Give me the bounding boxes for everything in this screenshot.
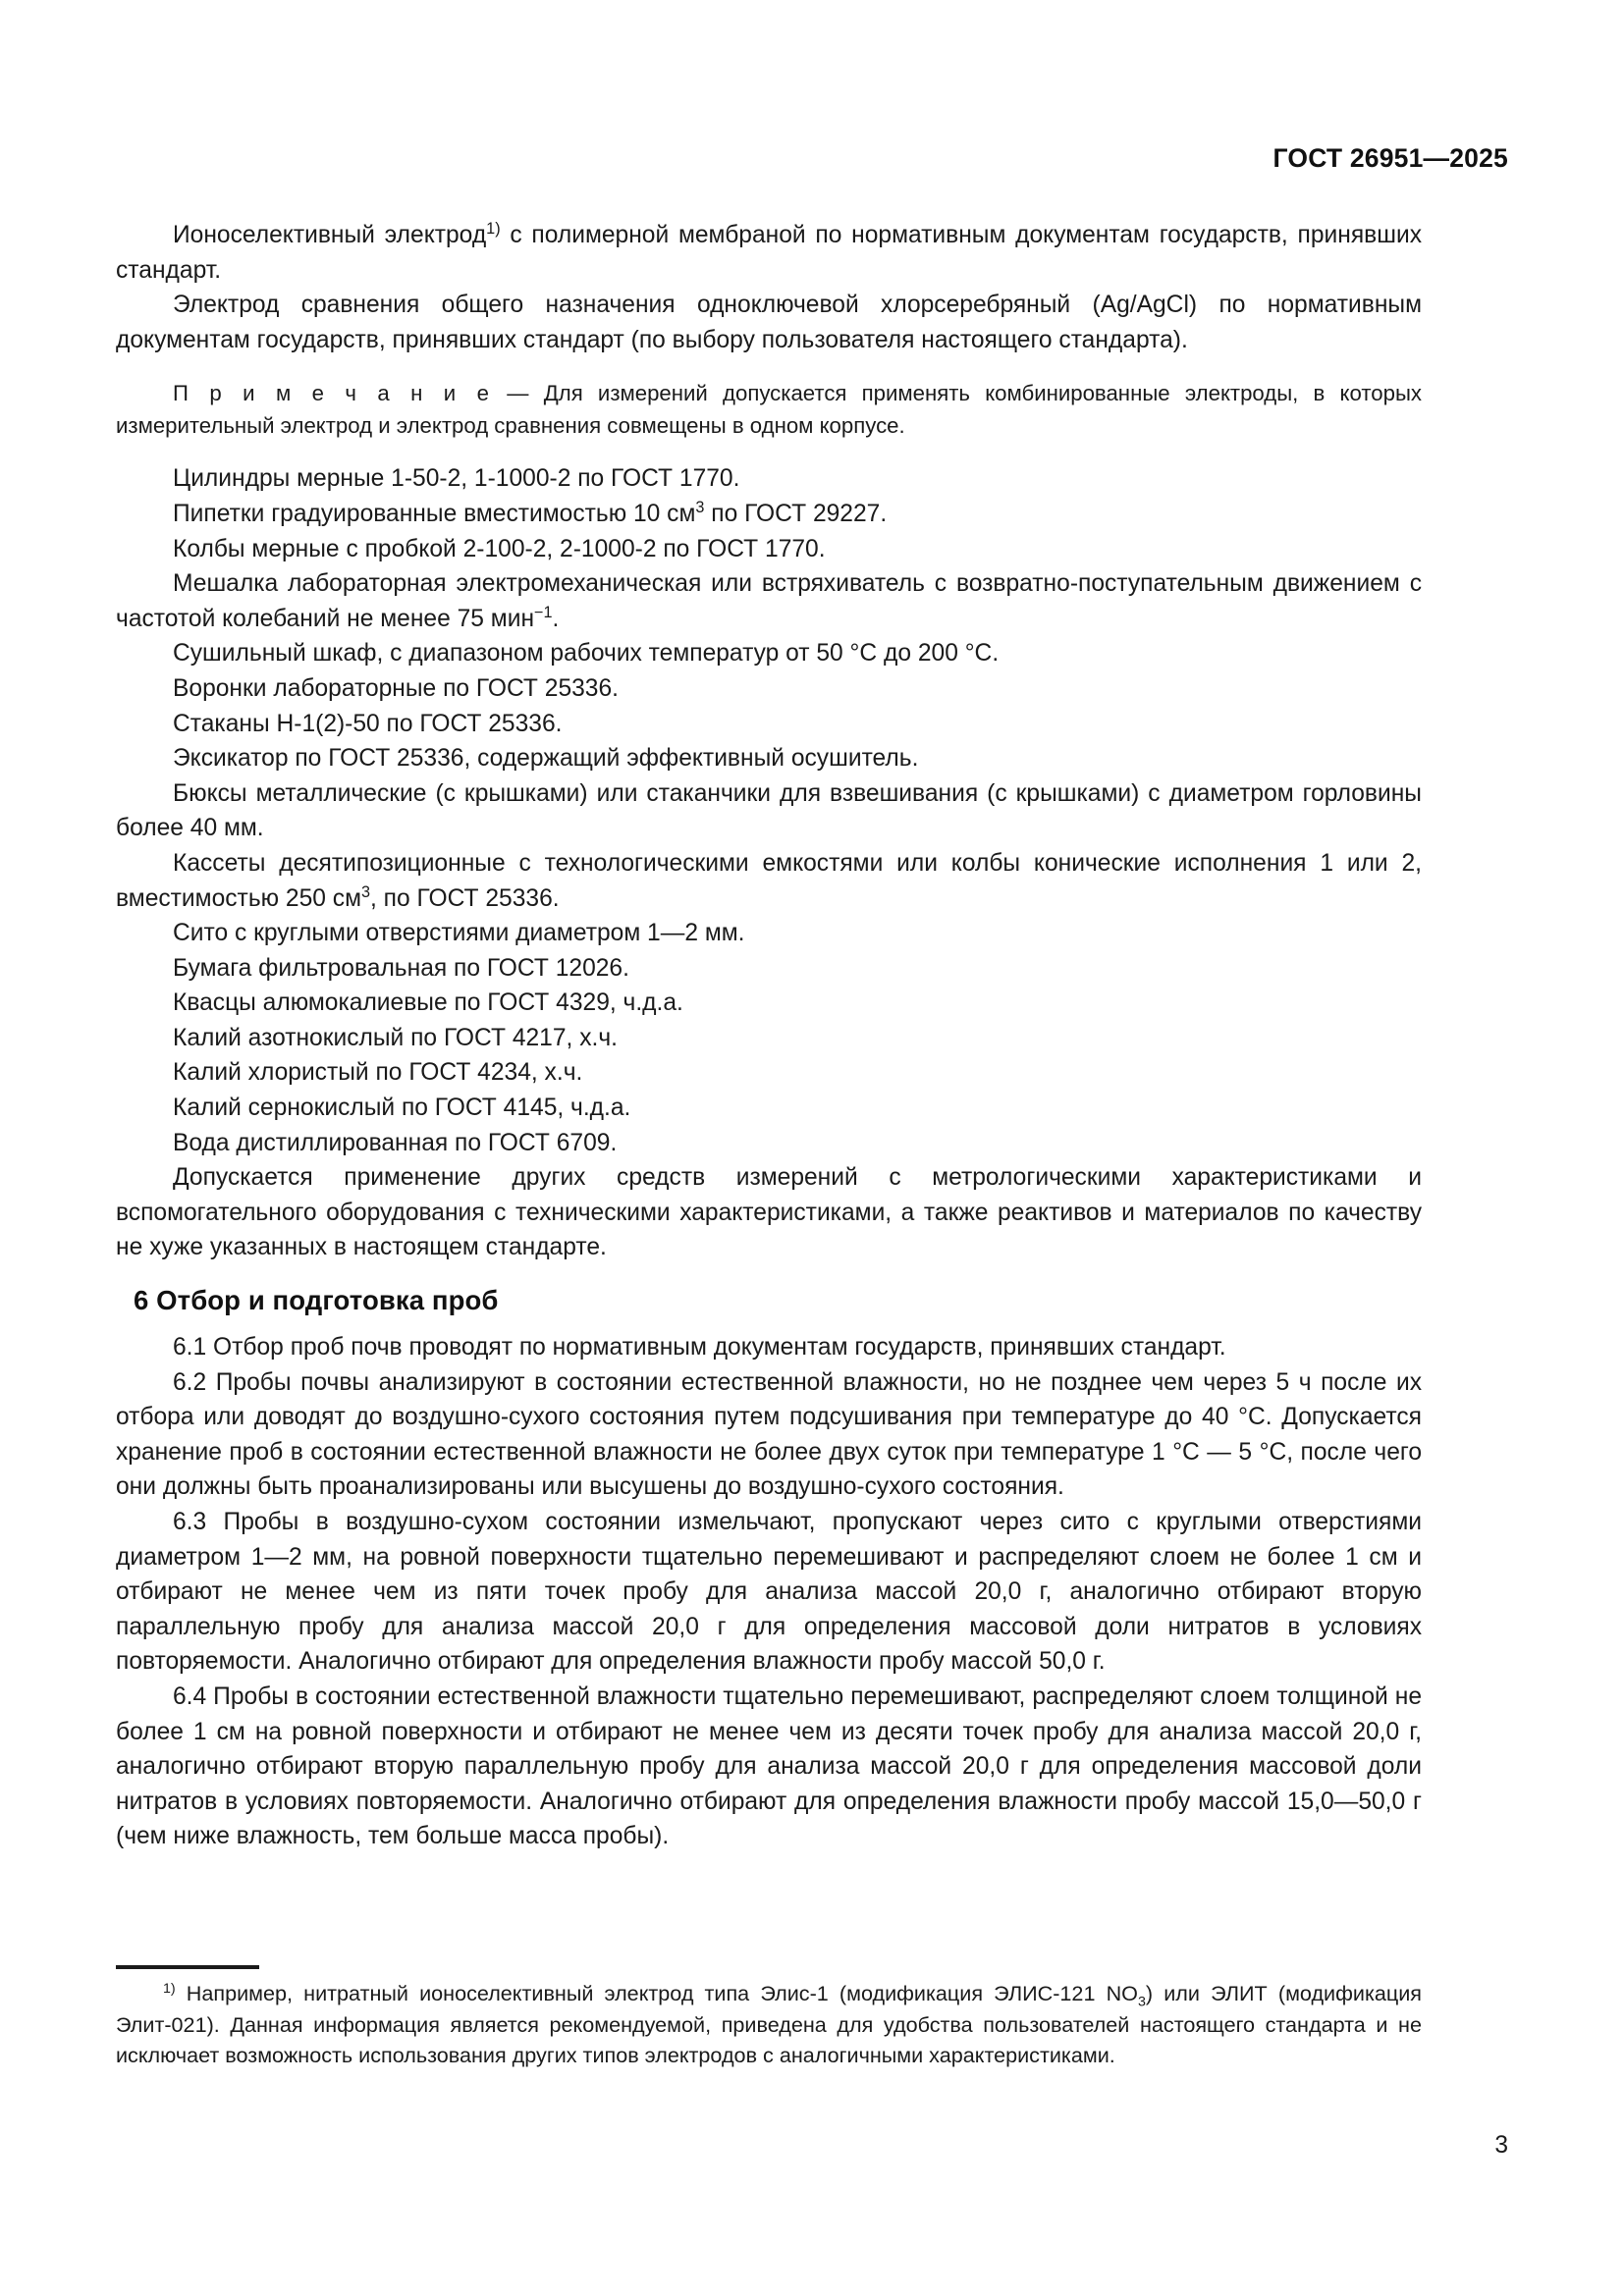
note-body: Для измерений допускается применять комбинированные электроды, в которых измерительный электрод и электрод сравнения совмещены в одном корпусе. bbox=[116, 381, 1422, 439]
pipettes-text-before: Пипетки градуированные вместимостью 10 см bbox=[173, 500, 696, 527]
footnote-marker-ref: 1) bbox=[486, 219, 501, 238]
equipment-item-distilled-water: Вода дистиллированная по ГОСТ 6709. bbox=[173, 1129, 618, 1156]
paragraph-ion-selective-electrode bbox=[116, 218, 1422, 288]
paragraph-6-1: 6.1 Отбор проб почв проводят по нормативным документам государств, принявших стандарт. bbox=[173, 1334, 1226, 1361]
equipment-item-alum: Квасцы алюмокалиевые по ГОСТ 4329, ч.д.а. bbox=[173, 989, 683, 1017]
section-heading-6: 6 Отбор и подготовка проб bbox=[134, 1284, 499, 1315]
footnote-number: 1) bbox=[163, 1980, 176, 1997]
equipment-item-mixer bbox=[116, 566, 1422, 636]
equipment-item-flasks: Колбы мерные с пробкой 2-100-2, 2-1000-2 по ГОСТ 1770. bbox=[173, 535, 826, 562]
equipment-item-beakers: Стаканы Н-1(2)-50 по ГОСТ 25336. bbox=[173, 710, 563, 737]
equipment-item-pipettes bbox=[116, 497, 1422, 532]
note-combined-electrodes bbox=[116, 377, 1422, 442]
equipment-item-weighing-bottles: Бюксы металлические (с крышками) или стаканчики для взвешивания (с крышками) с диаметром горловины более 40 мм. bbox=[116, 779, 1422, 842]
footnote-text-before: Например, нитратный ионоселективный электрод типа Элис-1 (модификация ЭЛИС-121 NO bbox=[175, 1981, 1138, 2005]
cassettes-exponent: 3 bbox=[360, 882, 371, 901]
ion-electrode-text-before: Ионоселективный электрод bbox=[173, 222, 487, 248]
pipettes-exponent: 3 bbox=[695, 498, 705, 516]
note-label: П р и м е ч а н и е bbox=[173, 381, 493, 406]
mixer-text-after: . bbox=[552, 605, 560, 632]
equipment-item-cylinders: Цилиндры мерные 1-50-2, 1-1000-2 по ГОСТ 1770. bbox=[173, 465, 740, 493]
footnote-subscript: 3 bbox=[1137, 1994, 1146, 2010]
equipment-item-potassium-sulfate: Калий сернокислый по ГОСТ 4145, ч.д.а. bbox=[173, 1095, 631, 1122]
paragraph-6-4: 6.4 Пробы в состоянии естественной влажности тщательно перемешивают, распределяют слоем толщиной не более 1 см на ровной поверхности и отбирают не менее чем из десяти точек пробу для анализа массой 20,0 г, аналогично отбирают вторую параллельную пробу для анализа массой 20,0 г для определения массовой доли нитратов в условиях повторяемости. Аналогично отбирают для определения влажности пробу массой 15,0—50,0 г (чем ниже влажность, тем больше масса пробы). bbox=[116, 1682, 1422, 1850]
cassettes-text-before: Кассеты десятипозиционные с технологическими емкостями или колбы конические исполнения 1 или 2, вместимостью 250 см bbox=[116, 849, 1422, 912]
mixer-text-before: Мешалка лабораторная электромеханическая или встряхиватель с возвратно-поступательным движением с частотой колебаний не менее 75 мин bbox=[116, 570, 1422, 632]
header-standard-number: ГОСТ 26951—2025 bbox=[1272, 143, 1508, 173]
paragraph-6-2: 6.2 Пробы почвы анализируют в состоянии естественной влажности, но не позднее чем через 5 ч после их отбора или доводят до воздушно-сухого состояния путем подсушивания при температуре до 40 °C. Допускается хранение проб в состоянии естественной влажности не более двух суток при температуре 1 °C — 5 °C, после чего они должны быть проанализированы или высушены до воздушно-сухого состояния. bbox=[116, 1368, 1422, 1501]
footnote-text-after: ) или ЭЛИТ (модификация Элит-021). Данная информация является рекомендуемой, приведена для удобства пользователей настоящего стандарта и не исключает возможность использования других типов электродов с аналогичными характеристиками. bbox=[116, 1981, 1422, 2067]
spacer-after-note bbox=[116, 442, 1422, 461]
footnote-separator-rule bbox=[116, 1965, 259, 1969]
equipment-item-potassium-chloride: Калий хлористый по ГОСТ 4234, х.ч. bbox=[173, 1059, 583, 1087]
footnote-block bbox=[116, 1978, 1422, 2071]
equipment-item-potassium-nitrate: Калий азотнокислый по ГОСТ 4217, х.ч. bbox=[173, 1024, 618, 1051]
note-dash: — bbox=[492, 381, 544, 406]
pipettes-text-after: по ГОСТ 29227. bbox=[704, 500, 888, 527]
paragraph-reference-electrode: Электрод сравнения общего назначения одноключевой хлорсеребряный (Ag/AgCl) по нормативным документам государств, принявших стандарт (по выбору пользователя настоящего стандарта). bbox=[116, 292, 1422, 353]
equipment-item-filter-paper: Бумага фильтровальная по ГОСТ 12026. bbox=[173, 954, 629, 982]
main-text-column bbox=[116, 218, 1422, 1265]
equipment-item-drying-cabinet: Сушильный шкаф, с диапазоном рабочих температур от 50 °C до 200 °C. bbox=[173, 640, 1000, 667]
equipment-item-funnels: Воронки лабораторные по ГОСТ 25336. bbox=[173, 674, 619, 702]
spacer-before-note bbox=[116, 357, 1422, 377]
paragraph-6-3: 6.3 Пробы в воздушно-сухом состоянии измельчают, пропускают через сито с круглыми отверстиями диаметром 1—2 мм, на ровной поверхности тщательно перемешивают и распределяют слоем не более 1 см и отбирают не менее чем из пяти точек пробу для анализа массой 20,0 г, аналогично отбирают вторую параллельную пробу для анализа массой 20,0 г для определения массовой доли нитратов в условиях повторяемости. Аналогично отбирают для определения влажности пробу массой 50,0 г. bbox=[116, 1508, 1422, 1676]
equipment-item-desiccator: Эксикатор по ГОСТ 25336, содержащий эффективный осушитель. bbox=[173, 745, 919, 773]
paragraph-allowance: Допускается применение других средств измерений с метрологическими характеристиками и вспомогательного оборудования с техническими характеристиками, а также реактивов и материалов по качеству не хуже указанных в настоящем стандарте. bbox=[116, 1164, 1422, 1261]
mixer-exponent: −1 bbox=[534, 603, 553, 621]
equipment-item-cassettes bbox=[116, 846, 1422, 916]
footnote-1 bbox=[116, 1978, 1422, 2071]
ion-electrode-text-after: с полимерной мембраной по нормативным документам государств, принявших стандарт. bbox=[116, 222, 1422, 284]
equipment-item-sieve: Сито с круглыми отверстиями диаметром 1—2 мм. bbox=[173, 920, 745, 947]
cassettes-text-after: , по ГОСТ 25336. bbox=[370, 884, 560, 912]
page-number: 3 bbox=[1494, 2132, 1508, 2159]
running-header bbox=[116, 145, 1508, 179]
section-6-body bbox=[116, 1330, 1422, 1854]
